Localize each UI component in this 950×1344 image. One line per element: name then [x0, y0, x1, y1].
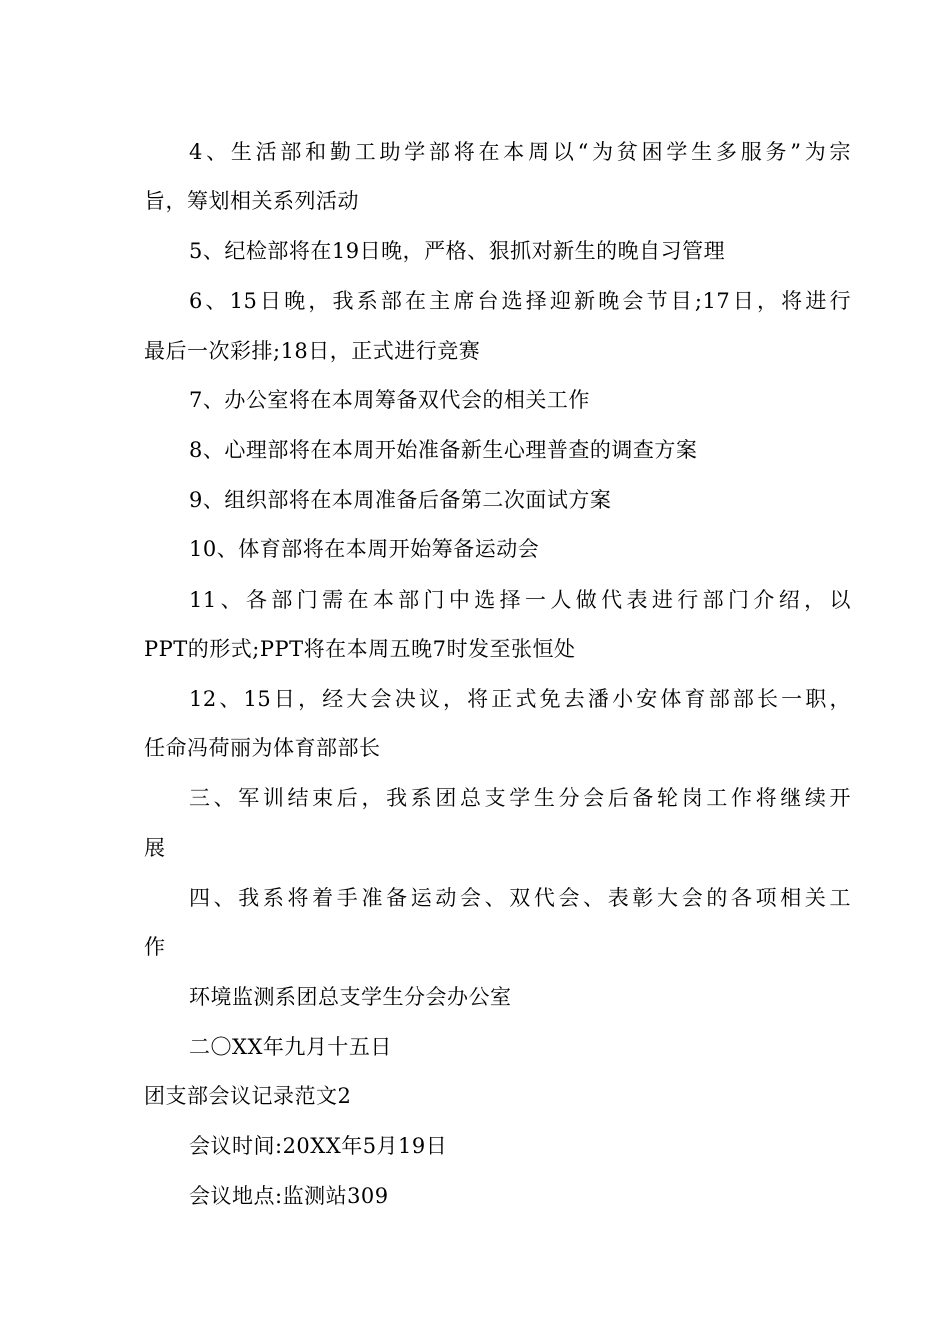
paragraph-line-item-11b: PPT的形式;PPT将在本周五晚7时发至张恒处	[144, 637, 576, 661]
paragraph-line-item-4a: 4、生活部和勤工助学部将在本周以“为贫困学生多服务”为宗	[189, 140, 851, 164]
paragraph-line-item-7: 7、办公室将在本周筹备双代会的相关工作	[189, 388, 590, 412]
paragraph-line-item-6a: 6、15日晚，我系部在主席台选择迎新晚会节目;17日，将进行	[189, 289, 851, 313]
paragraph-line-item-11a: 11、各部门需在本部门中选择一人做代表进行部门介绍，以	[189, 588, 851, 612]
signature-office: 环境监测系团总支学生分会办公室	[189, 985, 512, 1009]
paragraph-line-item-5: 5、纪检部将在19日晚，严格、狠抓对新生的晚自习管理	[189, 239, 726, 263]
meeting-time: 会议时间:20XX年5月19日	[189, 1134, 448, 1158]
paragraph-line-section-4a: 四、我系将着手准备运动会、双代会、表彰大会的各项相关工	[189, 886, 851, 910]
paragraph-line-item-9: 9、组织部将在本周准备后备第二次面试方案	[189, 488, 612, 512]
paragraph-line-item-6b: 最后一次彩排;18日，正式进行竞赛	[144, 339, 481, 363]
section-heading: 团支部会议记录范文2	[144, 1084, 352, 1108]
paragraph-line-item-12a: 12、15日，经大会决议，将正式免去潘小安体育部部长一职，	[189, 687, 851, 711]
paragraph-line-item-10: 10、体育部将在本周开始筹备运动会	[189, 537, 540, 561]
paragraph-line-item-8: 8、心理部将在本周开始准备新生心理普查的调查方案	[189, 438, 698, 462]
meeting-location: 会议地点:监测站309	[189, 1184, 389, 1208]
paragraph-line-item-12b: 任命冯荷丽为体育部部长	[144, 736, 381, 760]
paragraph-line-item-4b: 旨，筹划相关系列活动	[144, 189, 359, 213]
paragraph-line-section-4b: 作	[144, 935, 166, 959]
paragraph-line-section-3b: 展	[144, 836, 166, 860]
paragraph-line-section-3a: 三、军训结束后，我系团总支学生分会后备轮岗工作将继续开	[189, 786, 851, 810]
signature-date: 二〇XX年九月十五日	[189, 1035, 392, 1059]
